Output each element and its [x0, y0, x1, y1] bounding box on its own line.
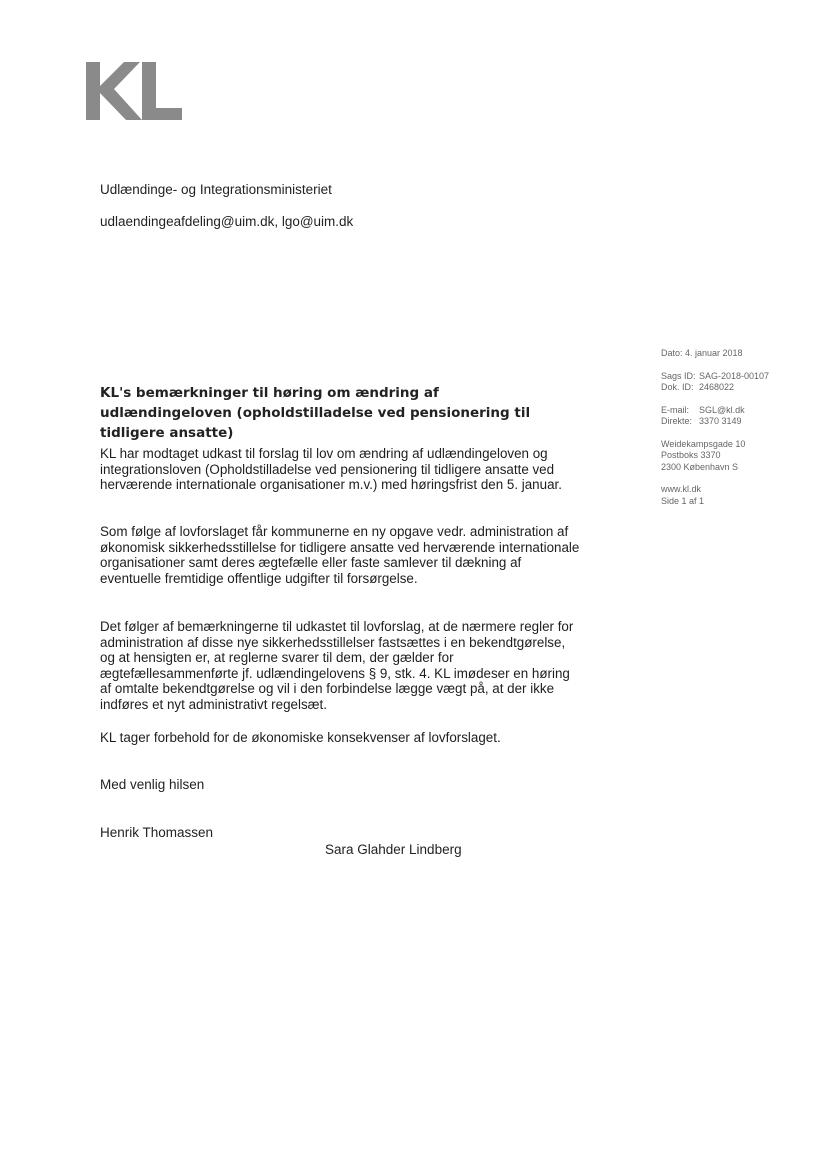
closing-salutation: Med venlig hilsen [100, 777, 205, 792]
direkte-value: 3370 3149 [699, 416, 742, 426]
direkte-label: Direkte: [661, 416, 693, 426]
letter-date: Dato: 4. januar 2018 [661, 348, 743, 358]
letter-metadata [661, 348, 811, 518]
address-group [661, 439, 811, 474]
body-paragraph-2: Som følge af lovforslaget får kommunerne en ny opgave vedr. administration af økonomisk sikkerhedsstillelse for tidligere ansatte ved herværende internationale organisationer samt deres ægtefælle eller faste samlever til dækning af eventuelle fremtidige offentlige udgifter til forsørgelse. [100, 524, 580, 586]
website: www.kl.dk [661, 484, 702, 494]
address-line-3: 2300 København S [661, 461, 739, 472]
signatory-2: Sara Glahder Lindberg [325, 842, 462, 857]
recipient-name: Udlændinge- og Integrationsministeriet [100, 182, 332, 197]
signatory-1: Henrik Thomassen [100, 825, 214, 840]
id-group [661, 371, 811, 394]
email-value: SGL@kl.dk [699, 404, 745, 415]
dok-id-label: Dok. ID: [661, 382, 694, 392]
sags-id-value: SAG-2018-00107 [699, 370, 770, 381]
address-line-2: Postboks 3370 [661, 450, 721, 460]
date-group [661, 348, 811, 360]
page-number: Side 1 af 1 [661, 495, 705, 506]
body-paragraph-1: KL har modtaget udkast til forslag til lov om ændring af udlændingeloven og integrationsloven (Opholdstilladelse ved pensionering til tidligere ansatte ved herværende internationale organisationer m.v.) med høringsfrist den 5. januar. [100, 446, 562, 493]
letter-title: KL's bemærkninger til høring om ændring af udlændingeloven (opholdstilladelse ved pensionering til tidligere ansatte) [100, 385, 531, 441]
body-paragraph-4: KL tager forbehold for de økonomiske konsekvenser af lovforslaget. [100, 730, 501, 745]
kl-logo [86, 62, 182, 120]
contact-group [661, 405, 811, 428]
sags-id-label: Sags ID: [661, 370, 696, 381]
address-line-1: Weidekampsgade 10 [661, 438, 746, 449]
kl-logo-icon [86, 62, 182, 120]
dok-id-value: 2468022 [699, 382, 735, 392]
recipient-emails: udlaendingeafdeling@uim.dk, lgo@uim.dk [100, 214, 354, 229]
web-group [661, 484, 811, 507]
body-paragraph-3: Det følger af bemærkningerne til udkastet til lovforslag, at de nærmere regler for administration af disse nye sikkerhedsstillelser fastsættes i en bekendtgørelse, og at hensigten er, at reglerne svarer til dem, der gælder for ægtefællesammenførte jf. udlændingelovens § 9, stk. 4. KL imødeser en høring af omtalte bekendtgørelse og vil i den forbindelse lægge vægt på, at der ikke indføres et nyt administrativt regelsæt. [100, 619, 574, 712]
email-label: E-mail: [661, 404, 690, 415]
